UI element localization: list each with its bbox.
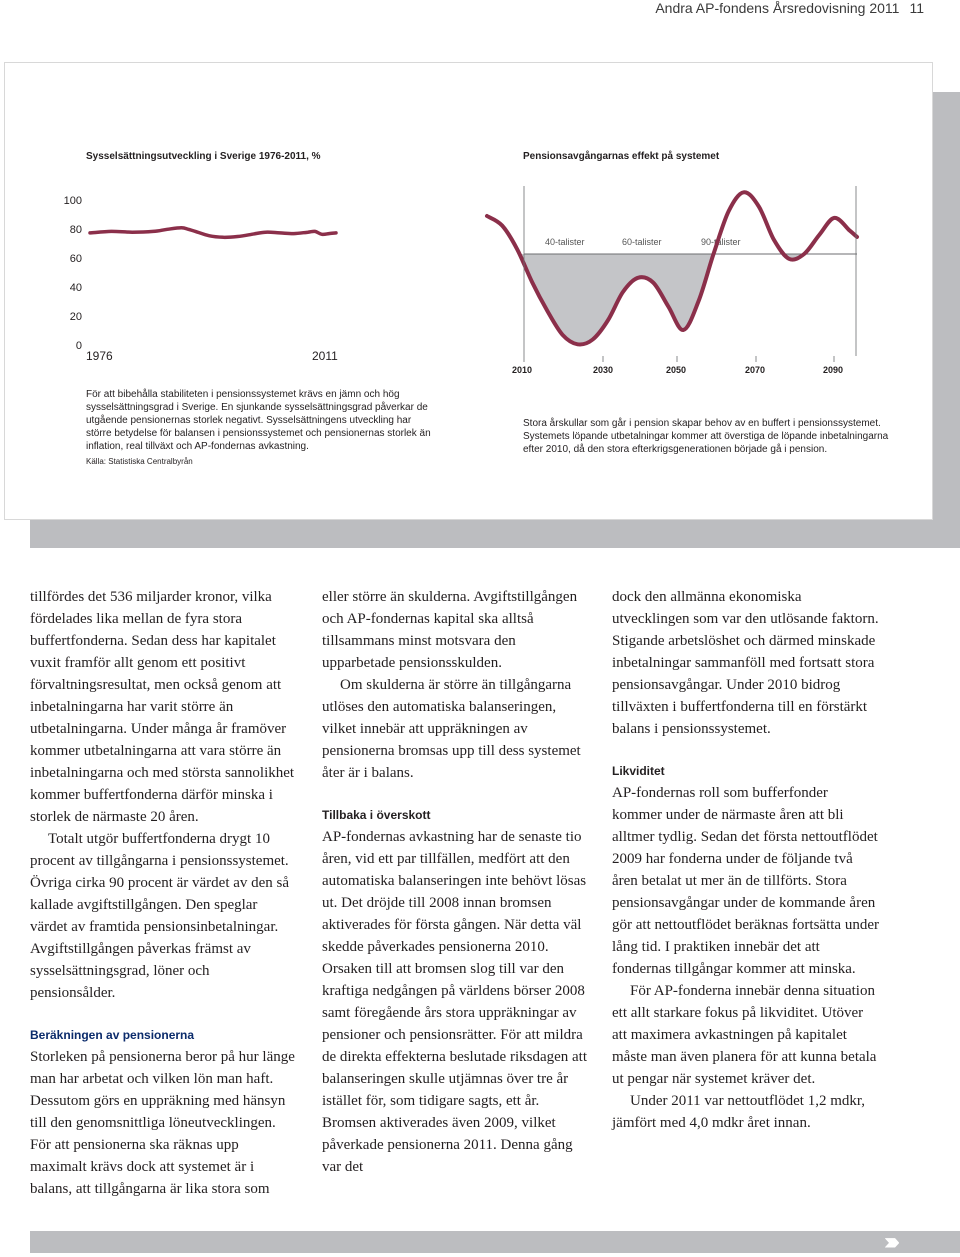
paragraph: AP-fondernas roll som bufferfonder kommer under de närmaste åren att bli alltmer tydlig. Sedan det första nettoutflödet 2009 har fonderna under de följande två åren betalat ut mer än de tillförts. Stora pensionsavgångar under de kommande åren gör att nettoutflödet beräknas fortsätta under lång tid. I praktiken innebär det att fondernas tillgångar kommer att minska. — [612, 785, 879, 977]
chart2-legend-item: 40-talister — [545, 237, 585, 247]
chart2-title: Pensionsavgångarnas effekt på systemet — [523, 151, 720, 162]
chart1-ytick: 0 — [75, 340, 82, 352]
body-column-3 — [612, 586, 880, 1134]
section-heading: Tillbaka i överskott — [322, 808, 431, 822]
chart2-legend-item: 90-talister — [701, 237, 741, 247]
paragraph: Storleken på pensionerna beror på hur länge man har arbetat och vilken lön man haft. Dessutom görs en uppräkning med hänsyn till den genomsnittliga löneutvecklingen. För att pensionerna ska räknas upp maximalt krävs dock att systemet är i balans, att tillgångarna är lika stora som — [30, 1049, 295, 1197]
chart2-xtick: 2090 — [823, 365, 844, 375]
paragraph: Under 2011 var nettoutflödet 1,2 mdkr, jämfört med 4,0 mdkr året innan. — [612, 1093, 866, 1131]
footer-arrows-icon: ››››› — [884, 1228, 894, 1255]
body-column-1 — [30, 586, 298, 1200]
chart1-xtick: 1976 — [86, 349, 113, 363]
chart2-xtick: 2050 — [666, 365, 687, 375]
section-heading: Beräkningen av pensionerna — [30, 1028, 195, 1042]
chart1-ytick: 20 — [69, 311, 82, 323]
figure-shadow-bottom — [30, 519, 960, 548]
chart2-caption: Stora årskullar som går i pension skapar behov av en buffert i pensionssystemet. Systemets löpande utbetalningar kommer att överstiga de löpande inbetalningarna efter 2010, då den stora efterkrigsgenerationen började gå i pension. — [523, 418, 889, 455]
paragraph: För AP-fonderna innebär denna situation ett allt starkare fokus på likviditet. Utöver att maximera avkastningen på kapitalet måste man även planera för att kunna betala ut pengar när systemet kräver det. — [612, 983, 877, 1087]
chart2-xtick: 2030 — [593, 365, 614, 375]
chart2-xtick: 2070 — [745, 365, 766, 375]
chart1-ytick: 100 — [63, 195, 82, 207]
paragraph: dock den allmänna ekonomiska utvecklingen som var den utlösande faktorn. Stigande arbetslöshet och därmed minskade inbetalningar sammanföll med fortsatt stora pensionsavgångar. Under 2010 bidrog tillväxten i buffertfonderna till en förstärkt balans i pensionssystemet. — [612, 589, 879, 737]
chart2-legend-item: 60-talister — [622, 237, 662, 247]
report-title: Andra AP-fondens Årsredovisning 2011 — [655, 0, 900, 16]
paragraph: AP-fondernas avkastning har de senaste tio åren, vid ett par tillfällen, medfört att den automatiska balanseringen inte behövt lösas ut. Det dröjde till 2008 innan bromsen aktiverades för första gången. När detta väl skedde påverkades pensionerna 2010. Orsaken till att bromsen slog till var den kraftiga nedgången på världens börser 2008 samt föregående års stora uppräkningar av pensioner och pensionsrätter. För att mildra de direkta effekterna beslutade riksdagen att balanseringen skulle utjämnas över tre år istället för, som tidigare sagts, ett år. Bromsen aktiverades även 2009, vilket påverkade pensionerna 2011. Denna gång var det — [322, 829, 588, 1175]
chart2-xtick: 2010 — [512, 365, 533, 375]
chart1-caption: För att bibehålla stabiliteten i pensionssystemet krävs en jämn och hög sysselsättningsgrad i Sverige. En sjunkande sysselsättningsgrad påverkar de utgående pensionernas storlek negativt. Sysselsättningens utveckling har större betydelse för balansen i pensionssystemet och pensionernas storlek än inflation, real tillväxt och AP-fondernas avkastning. — [86, 389, 431, 452]
paragraph: eller större än skulderna. Avgiftstillgången och AP-fondernas kapital ska alltså tillsammans minst motsvara den upparbetade pensionsskulden. — [322, 589, 578, 671]
chart1-ytick: 60 — [69, 253, 82, 265]
chart2-shaded-area — [487, 192, 857, 344]
section-heading: Likviditet — [612, 764, 665, 778]
chart1-title: Sysselsättningsutveckling i Sverige 1976-2011, % — [86, 151, 321, 162]
chart1-xtick: 2011 — [312, 349, 338, 363]
chart1-ytick: 40 — [69, 282, 82, 294]
chart1-ytick: 80 — [69, 224, 82, 236]
paragraph: Totalt utgör buffertfonderna drygt 10 procent av tillgångarna i pensionssystemet. Övriga cirka 90 procent är värdet av den så kallade avgiftstillgången. Den speglar värdet av framtida pensionsinbetalningar. Avgiftstillgången påverkas främst av sysselsättningsgrad, löner och pensionsålder. — [30, 831, 290, 1001]
body-column-2 — [322, 586, 590, 1178]
paragraph: Om skulderna är större än tillgångarna utlöses den automatiska balanseringen, vilket innebär att uppräkningen av pensionerna bromsas upp till dess systemet åter är i balans. — [322, 677, 581, 781]
chart1-source: Källa: Statistiska Centralbyrån — [86, 457, 193, 466]
paragraph: tillfördes det 536 miljarder kronor, vilka fördelades lika mellan de fyra stora buffertfonderna. Sedan dess har kapitalet vuxit framför allt genom ett positivt förvaltningsresultat, men också genom att inbetalningarna har varit större än utbetalningarna. Under många år framöver kommer utbetalningarna att vara större än inbetalningarna och med största sannolikhet kommer buffertfonderna därför minska i storlek de närmaste 20 åren. — [30, 589, 295, 825]
page-number: 11 — [909, 0, 924, 16]
footer-bar — [30, 1228, 960, 1255]
